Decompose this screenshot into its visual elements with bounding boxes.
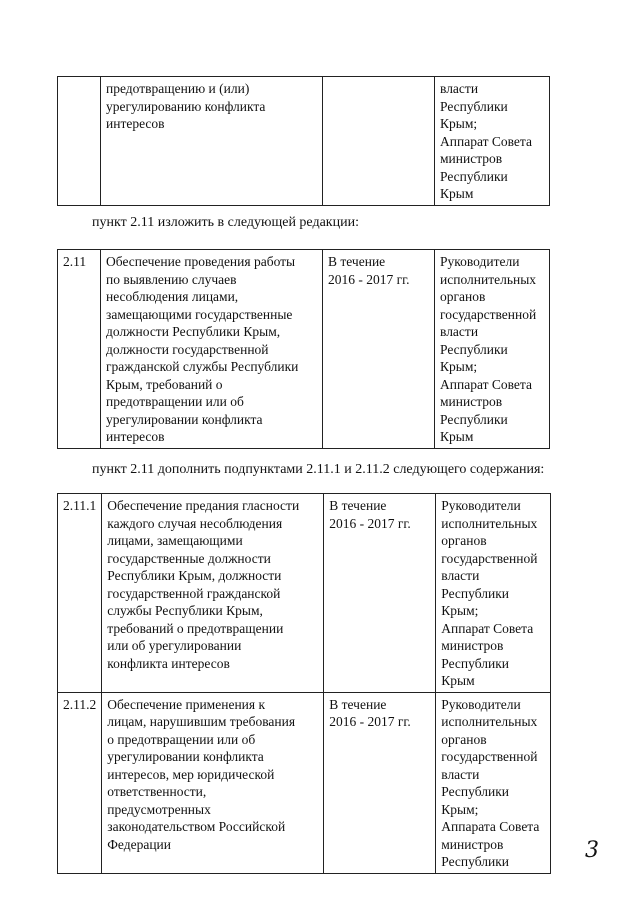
paragraph-2-11-edit: пункт 2.11 изложить в следующей редакции: xyxy=(92,215,359,230)
cell-line: Республики xyxy=(441,784,509,799)
cell-line: каждого случая несоблюдения xyxy=(107,515,283,531)
cell-line: Республики xyxy=(440,168,508,184)
cell-line: Республики Крым, должности xyxy=(107,568,282,583)
table-row xyxy=(58,250,550,449)
cell-line: должности Республики Крым, xyxy=(106,324,281,339)
cell-line: лицами, замещающими xyxy=(107,533,243,548)
cell-line: несоблюдения лицами, xyxy=(106,289,239,304)
cell-line: государственной xyxy=(441,749,538,764)
cell-line: Обеспечение применения к xyxy=(107,696,266,712)
cell-line: Аппарата Совета xyxy=(441,819,540,834)
cell-responsible xyxy=(436,494,551,693)
cell-term xyxy=(324,692,436,873)
cell-line: 2.11.2 xyxy=(63,696,97,712)
cell-line: Аппарат Совета xyxy=(441,620,534,636)
cell-line: 2016 - 2017 гг. xyxy=(328,271,410,287)
cell-line: власти xyxy=(441,568,480,583)
cell-line: интересов xyxy=(106,116,165,131)
cell-line: урегулировании конфликта xyxy=(106,411,263,427)
cell-line: В течение xyxy=(329,498,387,513)
cell-line: интересов, мер юридической xyxy=(107,766,275,782)
cell-term xyxy=(323,77,435,206)
cell-line: Крым xyxy=(440,429,474,444)
cell-line: государственной xyxy=(440,306,537,322)
cell-line: Республики xyxy=(440,411,508,427)
cell-line: Руководители xyxy=(441,696,521,712)
cell-measure xyxy=(102,692,324,873)
cell-line: 2.11.1 xyxy=(63,498,97,513)
cell-line: по выявлению случаев xyxy=(106,271,237,287)
cell-line: Руководители xyxy=(440,254,520,269)
cell-line: предусмотренных xyxy=(107,801,211,817)
cell-line: интересов xyxy=(106,429,165,444)
cell-line: власти xyxy=(441,766,480,782)
cell-line: министров xyxy=(440,151,503,166)
table-continuation xyxy=(57,76,550,206)
cell-line: государственной гражданской xyxy=(107,585,281,601)
cell-line: предотвращении или об xyxy=(106,394,244,409)
cell-line: министров xyxy=(441,836,504,852)
cell-line: органов xyxy=(441,731,487,747)
cell-number xyxy=(58,494,102,693)
cell-line: лицам, нарушившим требования xyxy=(107,714,296,729)
cell-line: предотвращению и (или) xyxy=(106,81,250,96)
cell-line: Крым, требований о xyxy=(106,376,223,392)
table-items-2-11-1-2 xyxy=(57,493,551,874)
cell-line: Аппарат Совета xyxy=(440,376,532,392)
cell-line: Крым; xyxy=(441,603,479,618)
cell-line: Руководители xyxy=(441,498,521,513)
cell-line: урегулированию конфликта xyxy=(106,98,266,114)
cell-line: Республики xyxy=(440,98,508,114)
cell-line: исполнительных xyxy=(440,271,537,287)
cell-line: государственной xyxy=(441,550,538,566)
cell-line: о предотвращении или об xyxy=(107,731,256,747)
table-item-2-11 xyxy=(57,249,550,449)
cell-line: должности государственной xyxy=(106,341,269,357)
cell-line: замещающими государственные xyxy=(106,306,293,322)
cell-line: Федерации xyxy=(107,836,172,852)
cell-term xyxy=(324,494,436,693)
cell-measure xyxy=(102,494,324,693)
cell-line: органов xyxy=(441,533,487,548)
cell-line: В течение xyxy=(328,254,386,269)
cell-number xyxy=(58,77,101,206)
cell-measure xyxy=(101,250,323,449)
cell-line: 2016 - 2017 гг. xyxy=(329,714,411,729)
page-number: 3 xyxy=(585,838,599,863)
cell-line: Крым xyxy=(440,186,474,201)
table-row xyxy=(58,692,551,873)
cell-line: государственные должности xyxy=(107,550,271,566)
cell-line: Крым xyxy=(441,673,475,688)
cell-line: урегулировании конфликта xyxy=(107,749,264,764)
cell-line: 2.11 xyxy=(63,254,87,269)
cell-line: Обеспечение предания гласности xyxy=(107,498,300,513)
cell-line: власти xyxy=(440,324,479,339)
cell-term xyxy=(323,250,435,449)
cell-responsible xyxy=(436,692,551,873)
table-row xyxy=(58,494,551,693)
cell-number xyxy=(58,692,102,873)
cell-line: Республики xyxy=(441,854,509,869)
paragraph-2-11-supplement: пункт 2.11 дополнить подпунктами 2.11.1 и 2.11.2 следующего содержания: xyxy=(92,462,545,477)
cell-line: В течение xyxy=(329,696,387,712)
cell-line: Крым; xyxy=(440,359,478,374)
cell-line: Аппарат Совета xyxy=(440,133,532,149)
cell-line: требований о предотвращении xyxy=(107,620,284,636)
cell-responsible xyxy=(435,250,550,449)
cell-line: власти xyxy=(440,81,479,96)
cell-line: Республики xyxy=(441,655,509,671)
cell-line: 2016 - 2017 гг. xyxy=(329,515,411,531)
cell-line: органов xyxy=(440,289,486,304)
cell-line: министров xyxy=(441,638,504,653)
cell-line: или об урегулировании xyxy=(107,638,242,653)
cell-line: Крым; xyxy=(441,801,479,817)
cell-line: службы Республики Крым, xyxy=(107,603,263,618)
cell-measure xyxy=(101,77,323,206)
cell-line: Республики xyxy=(441,585,509,601)
cell-line: исполнительных xyxy=(441,515,538,531)
cell-responsible xyxy=(435,77,550,206)
cell-number xyxy=(58,250,101,449)
cell-line: Обеспечение проведения работы xyxy=(106,254,296,269)
cell-line: ответственности, xyxy=(107,784,207,799)
cell-line: исполнительных xyxy=(441,714,538,729)
cell-line: министров xyxy=(440,394,503,409)
cell-line: законодательством Российской xyxy=(107,819,286,834)
table-row xyxy=(58,77,550,206)
cell-line: гражданской службы Республики xyxy=(106,359,299,374)
cell-line: конфликта интересов xyxy=(107,655,230,671)
cell-line: Крым; xyxy=(440,116,478,131)
cell-line: Республики xyxy=(440,341,508,357)
